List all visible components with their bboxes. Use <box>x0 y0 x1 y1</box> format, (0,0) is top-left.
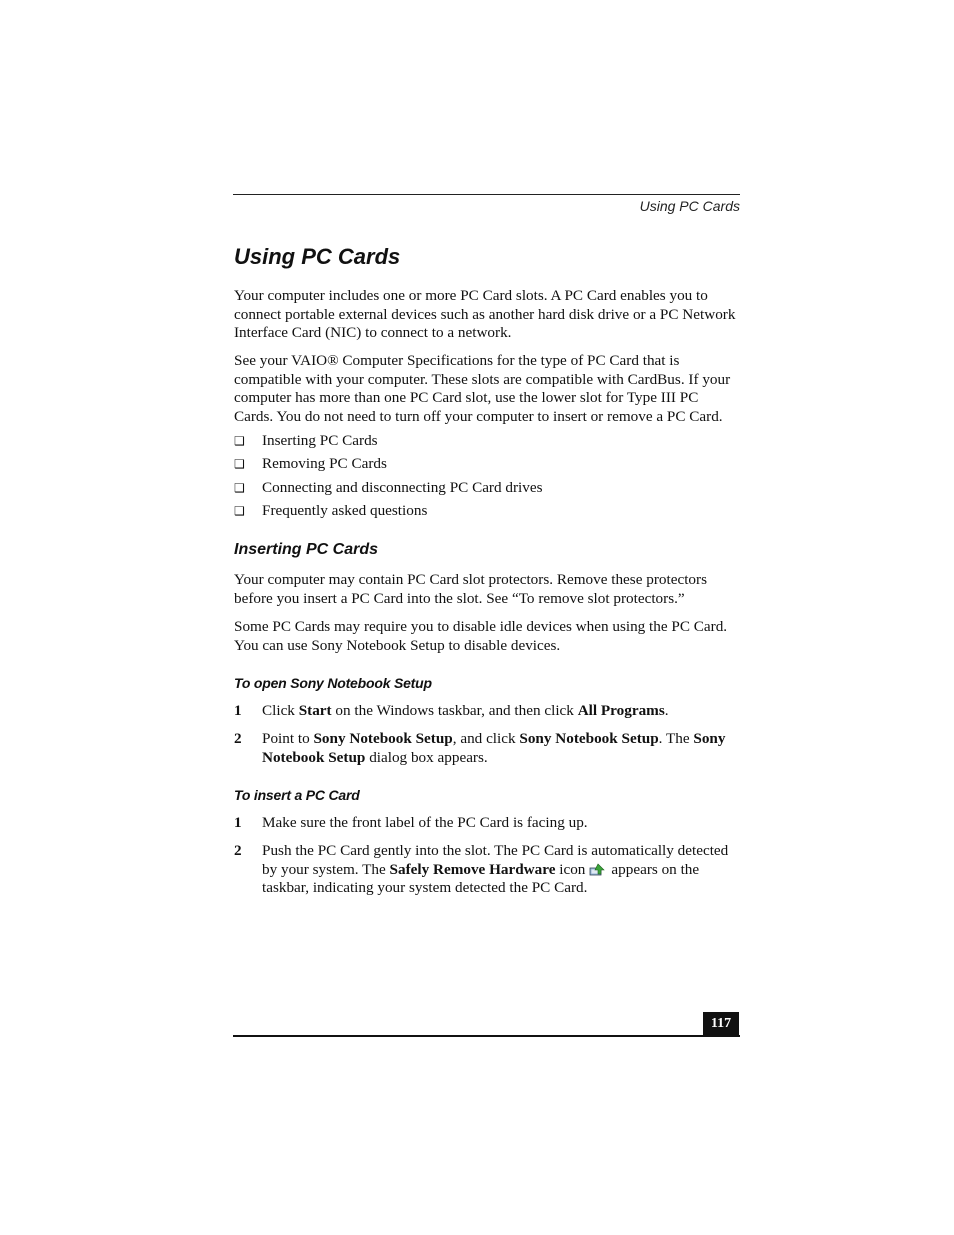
checkbox-bullet-icon: ❑ <box>234 504 245 519</box>
procedure-heading-insert-card: To insert a PC Card <box>234 787 360 803</box>
checkbox-bullet-icon: ❑ <box>234 434 245 448</box>
step-number: 2 <box>234 730 242 747</box>
step-number: 1 <box>234 814 242 831</box>
procedure-step <box>234 814 740 833</box>
checkbox-bullet-icon: ❑ <box>234 480 245 495</box>
procedure-step <box>234 702 740 721</box>
step-number: 1 <box>234 702 242 719</box>
topic-item[interactable]: ❑ Inserting PC Cards <box>234 432 740 455</box>
topic-item[interactable]: ❑ Removing PC Cards <box>234 455 740 478</box>
topic-item[interactable]: ❑ Connecting and disconnecting PC Card drives <box>234 479 740 502</box>
section-paragraph-1: Your computer may contain PC Card slot protectors. Remove these protectors before you insert a PC Card into the slot. See “To remove slot protectors.” <box>234 571 707 607</box>
step-text: Point to Sony Notebook Setup, and click Sony Notebook Setup. The Sony Notebook Setup dialog box appears. <box>262 730 726 766</box>
step-text: Make sure the front label of the PC Card is facing up. <box>262 814 588 831</box>
checkbox-bullet-icon: ❑ <box>234 457 245 472</box>
safely-remove-hardware-icon <box>589 862 605 878</box>
intro-paragraph-2: See your VAIO® Computer Specifications for the type of PC Card that is compatible with your computer. These slots are compatible with CardBus. If your computer has more than one PC Card slot, use the lower slot for Type III PC Cards. You do not need to turn off your computer to insert or remove a PC Card. <box>234 352 731 426</box>
intro-paragraph-1: Your computer includes one or more PC Card slots. A PC Card enables you to connect portable external devices such as another hard disk drive or a PC Network Interface Card (NIC) to connect to a network. <box>234 287 736 342</box>
step-text: Push the PC Card gently into the slot. The PC Card is automatically detected by your system. The Safely Remove Hardware icon appears on the taskbar, indicating your system detected the PC Card. <box>262 842 729 897</box>
footer-rule <box>233 1035 740 1037</box>
procedure-heading-open-setup: To open Sony Notebook Setup <box>234 675 432 691</box>
page-title: Using PC Cards <box>234 244 401 269</box>
topic-list <box>234 432 740 526</box>
section-heading: Inserting PC Cards <box>234 541 379 558</box>
section-paragraph-2: Some PC Cards may require you to disable idle devices when using the PC Card. You can use Sony Notebook Setup to disable devices. <box>234 618 728 654</box>
step-text: Click Start on the Windows taskbar, and then click All Programs. <box>262 702 669 719</box>
step-number: 2 <box>234 842 242 859</box>
page-number: 117 <box>703 1012 739 1036</box>
header-rule <box>233 194 740 195</box>
running-header: Using PC Cards <box>639 198 740 214</box>
procedure-step <box>234 842 740 898</box>
topic-item[interactable]: ❑ Frequently asked questions <box>234 502 740 525</box>
procedure-step <box>234 730 740 767</box>
